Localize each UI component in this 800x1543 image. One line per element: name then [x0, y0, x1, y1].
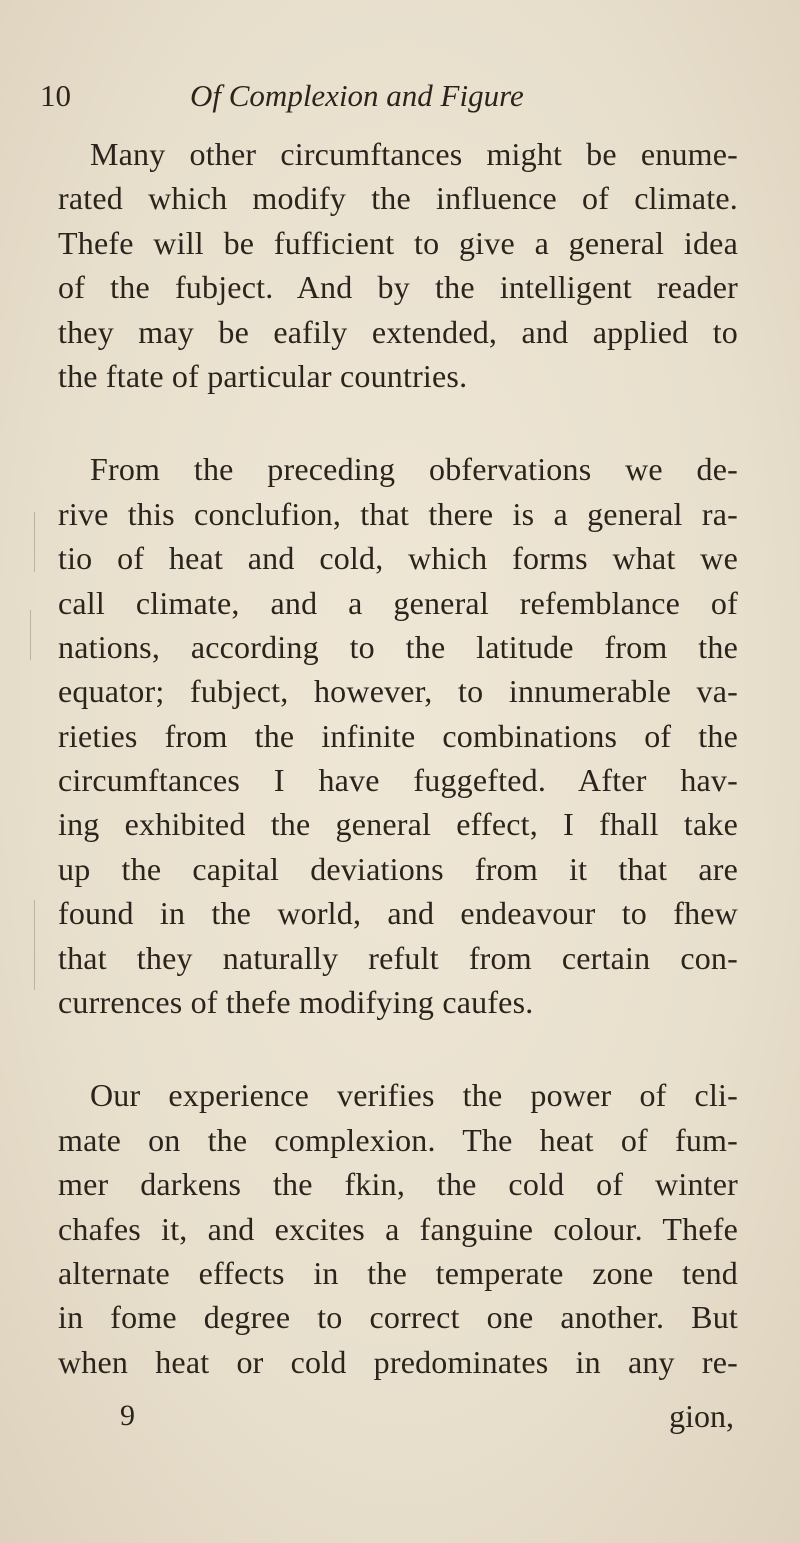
text-line: of the fubject. And by the intelligent reader [58, 269, 738, 306]
margin-mark [34, 512, 35, 572]
text-line: currences of thefe modifying caufes. [58, 984, 534, 1021]
text-line: From the preceding obfervations we de- [90, 451, 738, 488]
text-line: ing exhibited the general effect, I fhall take [58, 806, 738, 843]
text-line: chafes it, and excites a fanguine colour. Thefe [58, 1210, 738, 1247]
text-line: circumftances I have fuggefted. After hav- [58, 762, 738, 799]
text-line: Many other circumftances might be enume- [90, 136, 738, 172]
margin-mark [30, 610, 31, 660]
text-line: equator; fubject, however, to innumerable va- [58, 673, 738, 710]
page-footer [58, 1394, 738, 1438]
paragraph-1 [58, 132, 738, 398]
text-line: nations, according to the latitude from the [58, 628, 738, 665]
text-line: in fome degree to correct one another. But [58, 1299, 738, 1336]
text-line: up the capital deviations from it that are [58, 850, 738, 887]
text-line: Thefe will be fufficient to give a general idea [58, 224, 738, 261]
running-head: Of Complexion and Figure [190, 78, 524, 113]
text-line: Our experience verifies the power of cli- [90, 1077, 738, 1114]
text-line: when heat or cold predominates in any re- [58, 1343, 738, 1380]
text-line: rieties from the infinite combinations of the [58, 717, 738, 754]
paragraph-2 [58, 447, 738, 1024]
text-line: call climate, and a general refemblance of [58, 584, 738, 621]
paragraph-3 [58, 1073, 738, 1384]
text-line: that they naturally refult from certain con- [58, 939, 738, 976]
text-line: mer darkens the fkin, the cold of winter [58, 1166, 738, 1203]
body-text [58, 132, 738, 1433]
text-line: rive this conclufion, that there is a general ra- [58, 495, 738, 532]
text-line: the ftate of particular countries. [58, 357, 468, 394]
page-number: 10 [40, 78, 71, 113]
text-line: rated which modify the influence of climate. [58, 180, 738, 217]
signature-mark: 9 [120, 1399, 135, 1432]
text-line: they may be eafily extended, and applied to [58, 313, 738, 350]
margin-mark [34, 900, 35, 990]
text-line: tio of heat and cold, which forms what we [58, 540, 738, 577]
page-header [40, 76, 760, 120]
text-line: mate on the complexion. The heat of fum- [58, 1121, 738, 1158]
catchword: gion, [669, 1398, 734, 1434]
text-line: found in the world, and endeavour to fhew [58, 895, 738, 932]
text-line: alternate effects in the temperate zone tend [58, 1254, 738, 1291]
